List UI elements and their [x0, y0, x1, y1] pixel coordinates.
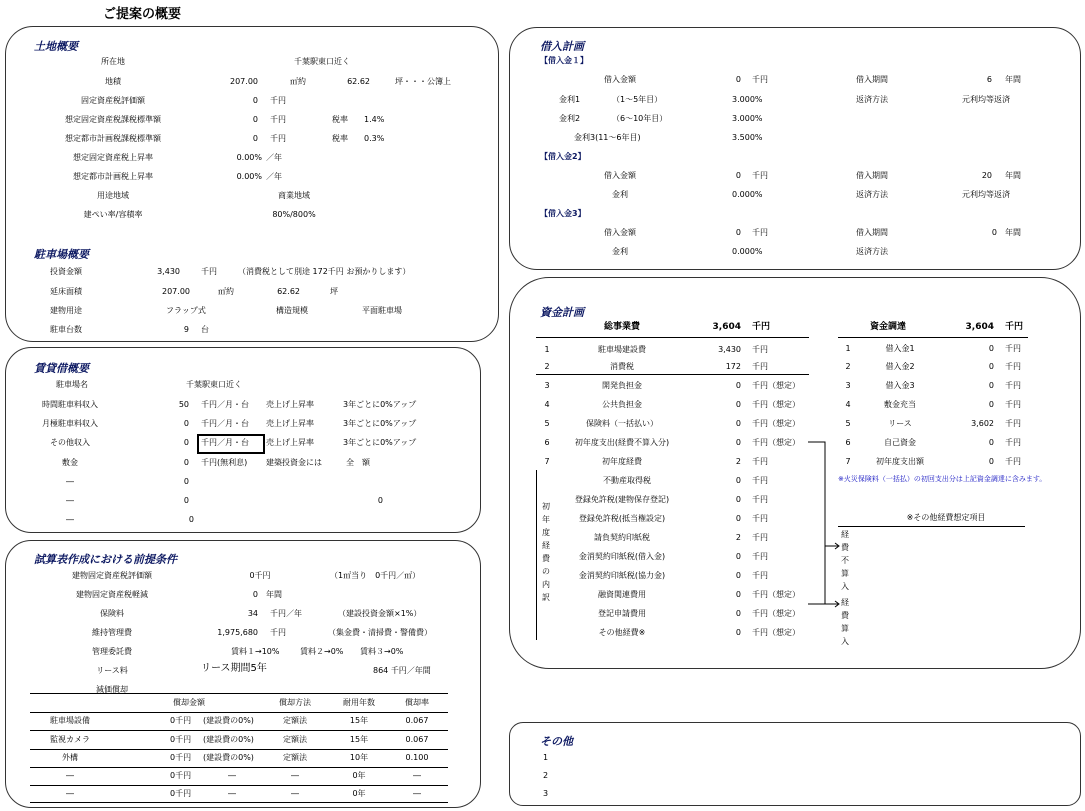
funds-cost-total: 3,604: [712, 322, 741, 332]
dep-row-1-rate: 0.067: [405, 716, 429, 725]
loan2-period-unit: 年間: [1005, 171, 1021, 180]
src-row-6-no: 6: [845, 438, 851, 447]
funds-src-unit: 千円: [1005, 322, 1024, 332]
funds-cost-subline: [536, 374, 809, 375]
lease-hourly-rate-label: 売上げ上昇率: [266, 400, 314, 409]
loan3-rate-label: 金利: [612, 247, 628, 256]
parking-count-label: 駐車台数: [50, 325, 82, 334]
funds-cost-unit: 千円: [752, 322, 771, 332]
assump-management-note2: 賃料３→0%: [360, 647, 404, 656]
land-city-tax-unit: 千円: [270, 134, 286, 143]
dep-row-1-method: 定額法: [283, 716, 307, 725]
lease-place-value: 千葉駅東口近く: [186, 380, 242, 389]
lease-monthly-rate-label: 売上げ上昇率: [266, 419, 314, 428]
dep-row-4-name: ―: [66, 771, 74, 780]
lease-deposit-value: 0: [183, 458, 189, 467]
lease-other-unit: 千円／月・台: [201, 438, 249, 447]
land-fixed-rise-label: 想定固定資産税上昇率: [73, 153, 153, 162]
cost-row-1-value: 3,430: [718, 345, 741, 354]
dep-row-line: [30, 767, 448, 768]
lease-hourly-value: 50: [178, 400, 189, 409]
src-row-7-value: 0: [988, 457, 994, 466]
parking-structure-label: 構造規模: [276, 306, 308, 315]
cost-row-1-label: 駐車場建設費: [598, 345, 646, 354]
loan2-rate-label: 金利: [612, 190, 628, 199]
loan2-title: 【借入金2】: [540, 152, 586, 161]
lease-dash-row-2-label: ―: [66, 496, 74, 505]
cost-row-7-label: 初年度経費: [602, 457, 642, 466]
funds-cost-title: 総事業費: [603, 322, 641, 332]
assump-reduction-note: 年間: [266, 590, 282, 599]
detail-row-9-unit: 千円（想定）: [752, 628, 800, 637]
loan2-method-label: 返済方法: [856, 190, 888, 199]
src-row-3-value: 0: [988, 381, 994, 390]
parking-investment-unit: 千円: [201, 267, 217, 276]
detail-side-line: [536, 470, 537, 640]
loan2-method: 元利均等返済: [962, 190, 1010, 199]
dep-header-rate: 償却率: [405, 698, 429, 707]
loan1-amount-unit: 千円: [752, 75, 768, 84]
cost-row-7-value: 2: [735, 457, 741, 466]
cost-row-3-no: 3: [544, 381, 550, 390]
loan1-rate1: 3.000%: [732, 95, 763, 104]
loan1-method-label: 返済方法: [856, 95, 888, 104]
cost-row-6-unit: 千円（想定）: [752, 438, 800, 447]
dep-row-5-years: 0年: [352, 789, 366, 798]
src-row-3-unit: 千円: [1005, 381, 1021, 390]
loan1-period: 6: [986, 75, 992, 84]
cost-row-4-no: 4: [544, 400, 550, 409]
dep-row-2-method: 定額法: [283, 735, 307, 744]
loan2-amount-label: 借入金額: [604, 171, 636, 180]
src-row-5-no: 5: [845, 419, 851, 428]
dep-row-4-rate: ―: [413, 771, 421, 780]
detail-row-5-value: 0: [735, 552, 741, 561]
cost-row-2-unit: 千円: [752, 362, 768, 371]
land-location-value: 千葉駅東口近く: [294, 57, 350, 66]
assump-management-value: 賃料１→10%: [231, 647, 280, 656]
assump-maintenance-value: 1,975,680: [217, 628, 258, 637]
lease-dash-row-2-value: 0: [183, 496, 189, 505]
land-fixed-tax-unit: 千円: [270, 115, 286, 124]
src-row-6-label: 自己資金: [884, 438, 916, 447]
detail-row-1-label: 不動産取得税: [603, 476, 651, 485]
dep-header-amount: 償却金額: [173, 698, 205, 707]
detail-row-7-label: 融資関連費用: [598, 590, 646, 599]
src-row-3-label: 借入金3: [885, 381, 915, 390]
detail-row-3-label: 登録免許税(抵当権設定): [578, 514, 666, 523]
other-expenses-line: [838, 526, 1025, 527]
src-row-4-unit: 千円: [1005, 400, 1021, 409]
assumptions-heading: 試算表作成における前提条件: [34, 553, 177, 566]
land-fixed-tax-rate-label: 税率: [332, 115, 348, 124]
parking-heading: 駐車場概要: [34, 248, 89, 261]
cost-row-2-label: 消費税: [610, 362, 634, 371]
land-city-rise-unit: ／年: [266, 172, 282, 181]
lease-dash-row-3-value: 0: [188, 515, 194, 524]
lease-other-rate: 3年ごとに0%アップ: [343, 438, 417, 447]
loan3-amount-label: 借入金額: [604, 228, 636, 237]
assump-reduction-value: 0: [252, 590, 258, 599]
lease-hourly-unit: 千円／月・台: [201, 400, 249, 409]
detail-row-5-unit: 千円: [752, 552, 768, 561]
dep-row-1-amount: 0千円: [170, 716, 192, 725]
detail-row-2-label: 登録免許税(建物保存登記): [574, 495, 670, 504]
loan-heading: 借入計画: [540, 40, 584, 53]
parking-structure-value: 平面駐車場: [362, 306, 402, 315]
land-ratio-label: 建ぺい率/容積率: [83, 210, 143, 219]
loan2-amount: 0: [735, 171, 741, 180]
loan2-amount-unit: 千円: [752, 171, 768, 180]
land-area-value: 207.00: [230, 77, 258, 86]
detail-row-3-unit: 千円: [752, 514, 768, 523]
cost-row-3-value: 0: [735, 381, 741, 390]
cost-row-2-value: 172: [725, 362, 741, 371]
other-expenses-note: ※その他経費想定項目: [906, 513, 986, 522]
detail-row-2-unit: 千円: [752, 495, 768, 504]
land-city-tax-rate: 0.3%: [364, 134, 385, 143]
loan2-rate: 0.000%: [732, 190, 763, 199]
page-title: ご提案の概要: [103, 7, 182, 22]
dep-row-1-name: 駐車場設備: [50, 716, 90, 725]
loan3-method-label: 返済方法: [856, 247, 888, 256]
cost-row-6-label: 初年度支出(経費不算入分): [574, 438, 670, 447]
detail-row-1-value: 0: [735, 476, 741, 485]
src-row-4-value: 0: [988, 400, 994, 409]
cost-row-4-label: 公共負担金: [602, 400, 642, 409]
parking-count-value: 9: [183, 325, 189, 334]
dep-row-2-rate: 0.067: [405, 735, 429, 744]
dep-row-5-rate: ―: [413, 789, 421, 798]
lease-monthly-label: 月極駐車料収入: [42, 419, 98, 428]
land-eval-value: 0: [252, 96, 258, 105]
assump-lease-value: リース期間5年: [201, 663, 267, 674]
dep-row-3-method: 定額法: [283, 753, 307, 762]
src-row-2-label: 借入金2: [885, 362, 915, 371]
bracket-bottom-label: 経 費 算 入: [841, 598, 849, 646]
cost-row-6-value: 0: [735, 438, 741, 447]
src-row-4-no: 4: [845, 400, 851, 409]
dep-row-1-basis: (建設費の0%): [203, 716, 254, 725]
land-fixed-rise-unit: ／年: [266, 153, 282, 162]
src-row-2-unit: 千円: [1005, 362, 1021, 371]
parking-investment-value: 3,430: [157, 267, 180, 276]
dep-header-method: 償却方法: [279, 698, 311, 707]
land-fixed-tax-value: 0: [252, 115, 258, 124]
detail-row-3-value: 0: [735, 514, 741, 523]
dep-row-3-years: 10年: [349, 753, 369, 762]
dep-row-line: [30, 749, 448, 750]
loan3-period-label: 借入期間: [856, 228, 888, 237]
loan1-title: 【借入金１】: [540, 56, 588, 65]
loan3-period-unit: 年間: [1005, 228, 1021, 237]
parking-use-label: 建物用途: [50, 306, 82, 315]
assump-lease-label: リース料: [96, 666, 128, 675]
land-city-rise-label: 想定都市計画税上昇率: [73, 172, 153, 181]
funds-heading: 資金計画: [540, 306, 584, 319]
loan1-rate2-label: 金利2: [559, 114, 581, 123]
loan1-period-unit: 年間: [1005, 75, 1021, 84]
cost-row-7-unit: 千円: [752, 457, 768, 466]
detail-side-label: 初 年 度 経 費 の 内 訳: [542, 502, 550, 602]
lease-dash-row-3-label: ―: [66, 515, 74, 524]
loan1-rate2-term: （6～10年目）: [612, 114, 668, 123]
cost-row-7-no: 7: [544, 457, 550, 466]
detail-row-6-label: 金消契約印紙税(協力金): [578, 571, 666, 580]
dep-row-4-method: ―: [291, 771, 299, 780]
other-item-2: 2: [543, 771, 549, 780]
src-row-3-no: 3: [845, 381, 851, 390]
funds-cost-line: [536, 337, 809, 338]
assump-building-eval-label: 建物固定資産税評価額: [72, 571, 152, 580]
parking-floor-value: 207.00: [162, 287, 190, 296]
cost-row-3-unit: 千円（想定）: [752, 381, 800, 390]
cost-row-5-label: 保険料（一括払い）: [586, 419, 658, 428]
lease-other-value: 0: [183, 438, 189, 447]
detail-row-8-label: 登記申請費用: [598, 609, 646, 618]
dep-row-1-years: 15年: [349, 716, 369, 725]
cost-row-1-no: 1: [544, 345, 550, 354]
dep-row-2-amount: 0千円: [170, 735, 192, 744]
src-row-7-unit: 千円: [1005, 457, 1021, 466]
detail-row-4-value: 2: [735, 533, 741, 542]
dep-row-4-years: 0年: [352, 771, 366, 780]
land-city-tax-label: 想定都市計画税課税標準額: [65, 134, 161, 143]
detail-row-5-label: 金消契約印紙税(借入金): [578, 552, 666, 561]
parking-floor-tsubo: 62.62: [277, 287, 300, 296]
src-row-2-value: 0: [988, 362, 994, 371]
dep-header-line: [30, 712, 448, 713]
dep-header-years: 耐用年数: [343, 698, 375, 707]
dep-row-3-amount: 0千円: [170, 753, 192, 762]
dep-row-2-years: 15年: [349, 735, 369, 744]
land-city-tax-value: 0: [252, 134, 258, 143]
fire-insurance-note: ※火災保険料（一括払）の初回支出分は上記資金調達に含みます。: [838, 475, 1047, 483]
lease-monthly-unit: 千円／月・台: [201, 419, 249, 428]
land-zone-value: 商業地域: [278, 191, 310, 200]
land-heading: 土地概要: [34, 40, 78, 53]
loan3-period: 0: [991, 228, 997, 237]
land-area-label: 地積: [105, 77, 121, 86]
loan3-amount-unit: 千円: [752, 228, 768, 237]
assump-maintenance-note2: （集金費・清掃費・警備費）: [328, 628, 432, 637]
assump-insurance-value: 34: [247, 609, 258, 618]
loan1-rate2: 3.000%: [732, 114, 763, 123]
dep-row-4-basis: ―: [228, 771, 236, 780]
parking-floor-tsubo-unit: 坪: [330, 287, 338, 296]
lease-monthly-value: 0: [183, 419, 189, 428]
land-eval-unit: 千円: [270, 96, 286, 105]
lease-dash-row-2-value2: 0: [377, 496, 383, 505]
other-item-3: 3: [543, 789, 549, 798]
funds-src-line: [838, 337, 1028, 338]
cost-row-5-value: 0: [735, 419, 741, 428]
src-row-1-value: 0: [988, 344, 994, 353]
dep-row-5-amount: 0千円: [170, 789, 192, 798]
land-fixed-tax-label: 想定固定資産税課税標準額: [65, 115, 161, 124]
lease-monthly-rate: 3年ごとに0%アップ: [343, 419, 417, 428]
assump-management-label: 管理委託費: [92, 647, 132, 656]
cost-row-2-no: 2: [544, 362, 550, 371]
lease-hourly-label: 時間駐車料収入: [42, 400, 98, 409]
land-area-tsubo-unit: 坪・・・公簿上: [395, 77, 451, 86]
lease-place-label: 駐車場名: [56, 380, 88, 389]
dep-row-3-basis: (建設費の0%): [203, 753, 254, 762]
other-item-1: 1: [543, 753, 549, 762]
other-panel: [509, 722, 1081, 806]
loan1-rate1-label: 金利1: [559, 95, 581, 104]
lease-dash-row-1-value: 0: [183, 477, 189, 486]
detail-row-4-label: 請負契約印紙税: [594, 533, 650, 542]
lease-deposit-note2: 全 額: [346, 458, 370, 467]
loan3-rate: 0.000%: [732, 247, 763, 256]
cost-row-4-unit: 千円（想定）: [752, 400, 800, 409]
src-row-6-unit: 千円: [1005, 438, 1021, 447]
dep-row-5-method: ―: [291, 789, 299, 798]
detail-row-7-value: 0: [735, 590, 741, 599]
src-row-5-label: リース: [888, 419, 912, 428]
lease-heading: 賃貸借概要: [34, 362, 89, 375]
detail-row-8-value: 0: [735, 609, 741, 618]
src-row-7-no: 7: [845, 457, 851, 466]
land-zone-label: 用途地域: [97, 191, 129, 200]
detail-row-4-unit: 千円: [752, 533, 768, 542]
land-city-tax-rate-label: 税率: [332, 134, 348, 143]
assump-insurance-note: 千円／年: [270, 609, 302, 618]
land-fixed-rise-value: 0.00%: [236, 153, 262, 162]
land-area-tsubo: 62.62: [347, 77, 370, 86]
detail-row-6-unit: 千円: [752, 571, 768, 580]
parking-use-value: フラップ式: [166, 306, 206, 315]
land-location-label: 所在地: [101, 57, 125, 66]
src-row-1-no: 1: [845, 344, 851, 353]
dep-row-4-amount: 0千円: [170, 771, 192, 780]
cost-row-1-unit: 千円: [752, 345, 768, 354]
lease-other-rate-label: 売上げ上昇率: [266, 438, 314, 447]
loan3-amount: 0: [735, 228, 741, 237]
src-row-4-label: 敷金充当: [884, 400, 916, 409]
loan1-method: 元利均等返済: [962, 95, 1010, 104]
loan2-period: 20: [981, 171, 992, 180]
lease-hourly-rate: 3年ごとに0%アップ: [343, 400, 417, 409]
assump-maintenance-note: 千円: [270, 628, 286, 637]
dep-row-5-basis: ―: [228, 789, 236, 798]
loan1-amount-label: 借入金額: [604, 75, 636, 84]
detail-row-2-value: 0: [735, 495, 741, 504]
dep-table-top-line: [30, 693, 448, 694]
dep-table-bottom-line: [30, 802, 448, 803]
src-row-6-value: 0: [988, 438, 994, 447]
loan1-amount: 0: [735, 75, 741, 84]
detail-row-7-unit: 千円（想定）: [752, 590, 800, 599]
src-row-1-label: 借入金1: [885, 344, 915, 353]
dep-row-2-name: 監視カメラ: [50, 735, 90, 744]
loan1-rate3-label: 金利3(11～6年目): [574, 133, 641, 142]
loan2-period-label: 借入期間: [856, 171, 888, 180]
assump-depreciation-label: 減価償却: [96, 685, 128, 694]
detail-row-6-value: 0: [735, 571, 741, 580]
detail-row-1-unit: 千円: [752, 476, 768, 485]
detail-row-9-label: その他経費※: [598, 628, 646, 637]
other-heading: その他: [540, 735, 573, 748]
src-row-5-unit: 千円: [1005, 419, 1021, 428]
assump-maintenance-label: 維持管理費: [92, 628, 132, 637]
land-eval-label: 固定資産税評価額: [81, 96, 145, 105]
funds-src-title: 資金調達: [869, 322, 907, 332]
lease-deposit-note: 建築投資金には: [266, 458, 322, 467]
assump-building-eval-value: 0千円: [249, 571, 271, 580]
dep-row-5-name: ―: [66, 789, 74, 798]
src-row-5-value: 3,602: [971, 419, 994, 428]
src-row-1-unit: 千円: [1005, 344, 1021, 353]
loan1-rate3: 3.500%: [732, 133, 763, 142]
dep-row-3-name: 外構: [62, 753, 78, 762]
land-city-rise-value: 0.00%: [236, 172, 262, 181]
assump-building-eval-note: （1㎡当り 0千円／㎡）: [330, 571, 421, 580]
cost-row-6-no: 6: [544, 438, 550, 447]
funds-src-total: 3,604: [965, 322, 994, 332]
cost-row-4-value: 0: [735, 400, 741, 409]
parking-floor-unit: ㎡約: [218, 287, 234, 296]
parking-investment-label: 投資金額: [50, 267, 82, 276]
dep-row-2-basis: (建設費の0%): [203, 735, 254, 744]
dep-row-line: [30, 730, 448, 731]
cost-row-5-unit: 千円（想定）: [752, 419, 800, 428]
loan3-title: 【借入金3】: [540, 209, 586, 218]
lease-deposit-label: 敷金: [62, 458, 78, 467]
loan1-rate1-term: （1～5年目）: [612, 95, 663, 104]
parking-count-unit: 台: [201, 325, 209, 334]
src-row-2-no: 2: [845, 362, 851, 371]
lease-other-label: その他収入: [50, 438, 90, 447]
parking-investment-note: （消費税として別途 172千円 お預かりします）: [238, 267, 411, 276]
land-area-unit: ㎡約: [290, 77, 306, 86]
bracket-top-label: 経 費 不 算 入: [841, 530, 849, 591]
dep-row-line: [30, 785, 448, 786]
src-row-7-label: 初年度支出額: [876, 457, 924, 466]
loan1-period-label: 借入期間: [856, 75, 888, 84]
assump-lease-note: 864 千円／年間: [373, 666, 431, 675]
assump-management-note: 賃料２→0%: [300, 647, 344, 656]
detail-row-8-unit: 千円（想定）: [752, 609, 800, 618]
cost-row-3-label: 開発負担金: [602, 381, 642, 390]
land-fixed-tax-rate: 1.4%: [364, 115, 385, 124]
dep-row-3-rate: 0.100: [405, 753, 429, 762]
lease-dash-row-1-label: ―: [66, 477, 74, 486]
lease-deposit-unit: 千円(無利息): [201, 458, 248, 467]
land-ratio-value: 80%/800%: [272, 210, 316, 219]
cost-row-5-no: 5: [544, 419, 550, 428]
parking-floor-label: 延床面積: [50, 287, 82, 296]
assump-insurance-label: 保険料: [100, 609, 124, 618]
detail-row-9-value: 0: [735, 628, 741, 637]
assump-reduction-label: 建物固定資産税軽減: [76, 590, 148, 599]
assump-insurance-note2: （建設投資金額×1%）: [338, 609, 422, 618]
